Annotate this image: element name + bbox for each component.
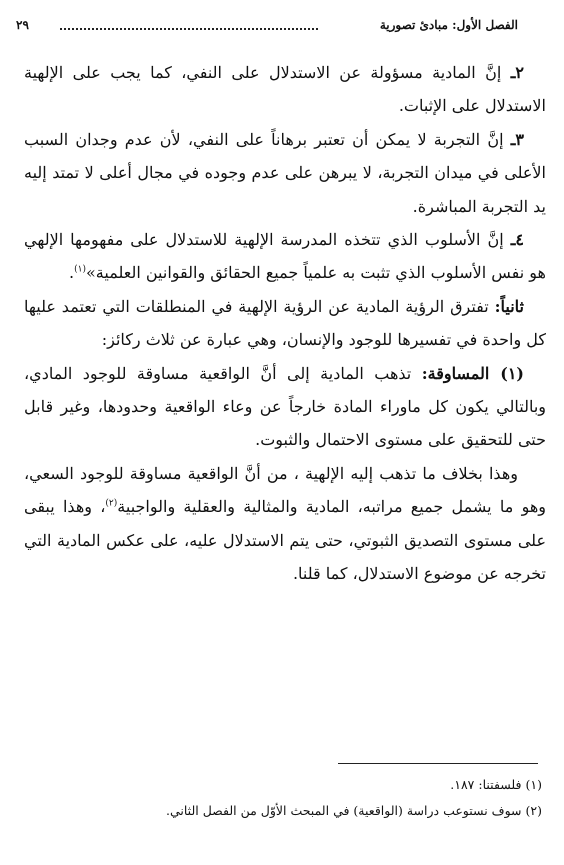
paragraph-point-4 xyxy=(24,223,546,290)
footnote-ref-1: (١) xyxy=(74,265,86,276)
header-dotted-leader xyxy=(60,28,318,30)
paragraph-point-2 xyxy=(24,56,546,123)
main-text xyxy=(24,56,546,591)
footnotes xyxy=(24,772,542,824)
point-number: ٣ـ xyxy=(510,129,524,149)
running-header xyxy=(16,16,548,40)
paragraph-text: إنَّ الأسلوب الذي تتخذه المدرسة الإلهية للاستدلال على مفهومها الإلهي هو نفس الأسلوب الذي تثبت به علمياً جميع الحقائق والقوانين العلمية» xyxy=(24,230,546,283)
page-number: ٢٩ xyxy=(16,18,29,32)
footnote-2: (٢) سوف نستوعب دراسة (الواقعية) في المبحث الأوّل من الفصل الثاني. xyxy=(166,803,542,818)
footnote-ref-2: (٢) xyxy=(105,498,118,509)
paragraph-musawaqa xyxy=(24,357,546,457)
paragraph-text: وهذا بخلاف ما تذهب إليه الإلهية ، من أنَّ الواقعية مساوقة للوجود السعي، وهو ما يشمل جميع مراتبه، المادية والمثالية والعقلية والواجبية xyxy=(24,463,546,517)
paragraph-text: إنَّ المادية مسؤولة عن الاستدلال على النفي، كما يجب على الإلهية الاستدلال على الإثبات. xyxy=(24,63,546,116)
paragraph-end: . xyxy=(69,263,75,283)
point-number: ٤ـ xyxy=(510,230,524,250)
paragraph-point-3 xyxy=(24,123,546,223)
paragraph-text: تذهب المادية إلى أنَّ الواقعية مساوقة للوجود المادي، وبالتالي يكون كل ماوراء المادة خارجاً عن وعاء الواقعية وحدودها، وغير قابل حتى للتحقيق على مستوى الاحتمال والثبوت. xyxy=(24,363,546,450)
footnote-1: (١) فلسفتنا: ١٨٧. xyxy=(450,777,542,792)
footnote-divider xyxy=(338,763,538,764)
section-lead: ثانياً: xyxy=(494,296,524,316)
paragraph-text: إنَّ التجربة لا يمكن أن تعتبر برهاناً على النفي، لأن عدم وجدان السبب الأعلى في ميدان التجربة، لا يبرهن على عدم وجوده في مجال أعلى لا تمتد إليه يد التجربة المباشرة. xyxy=(24,129,546,216)
paragraph-text-cont: ، وهذا يبقى على مستوى التصديق الثبوتي، حتى يتم الاستدلال عليه، على عكس المادية التي تخرجه عن موضوع الاستدلال، كما قلنا. xyxy=(24,497,546,584)
paragraph-text: تفترق الرؤية المادية عن الرؤية الإلهية في المنطلقات التي تعتمد عليها كل واحدة في تفسيرها للوجود والإنسان، وهي عبارة عن ثلاث ركائز: xyxy=(24,296,546,350)
paragraph-secondly xyxy=(24,290,546,357)
point-number: ٢ـ xyxy=(510,63,524,82)
term-heading: (١) المساوقة: xyxy=(421,363,524,383)
chapter-title: الفصل الأول: مبادئ تصورية xyxy=(379,18,518,32)
paragraph-divine-view xyxy=(24,457,546,591)
